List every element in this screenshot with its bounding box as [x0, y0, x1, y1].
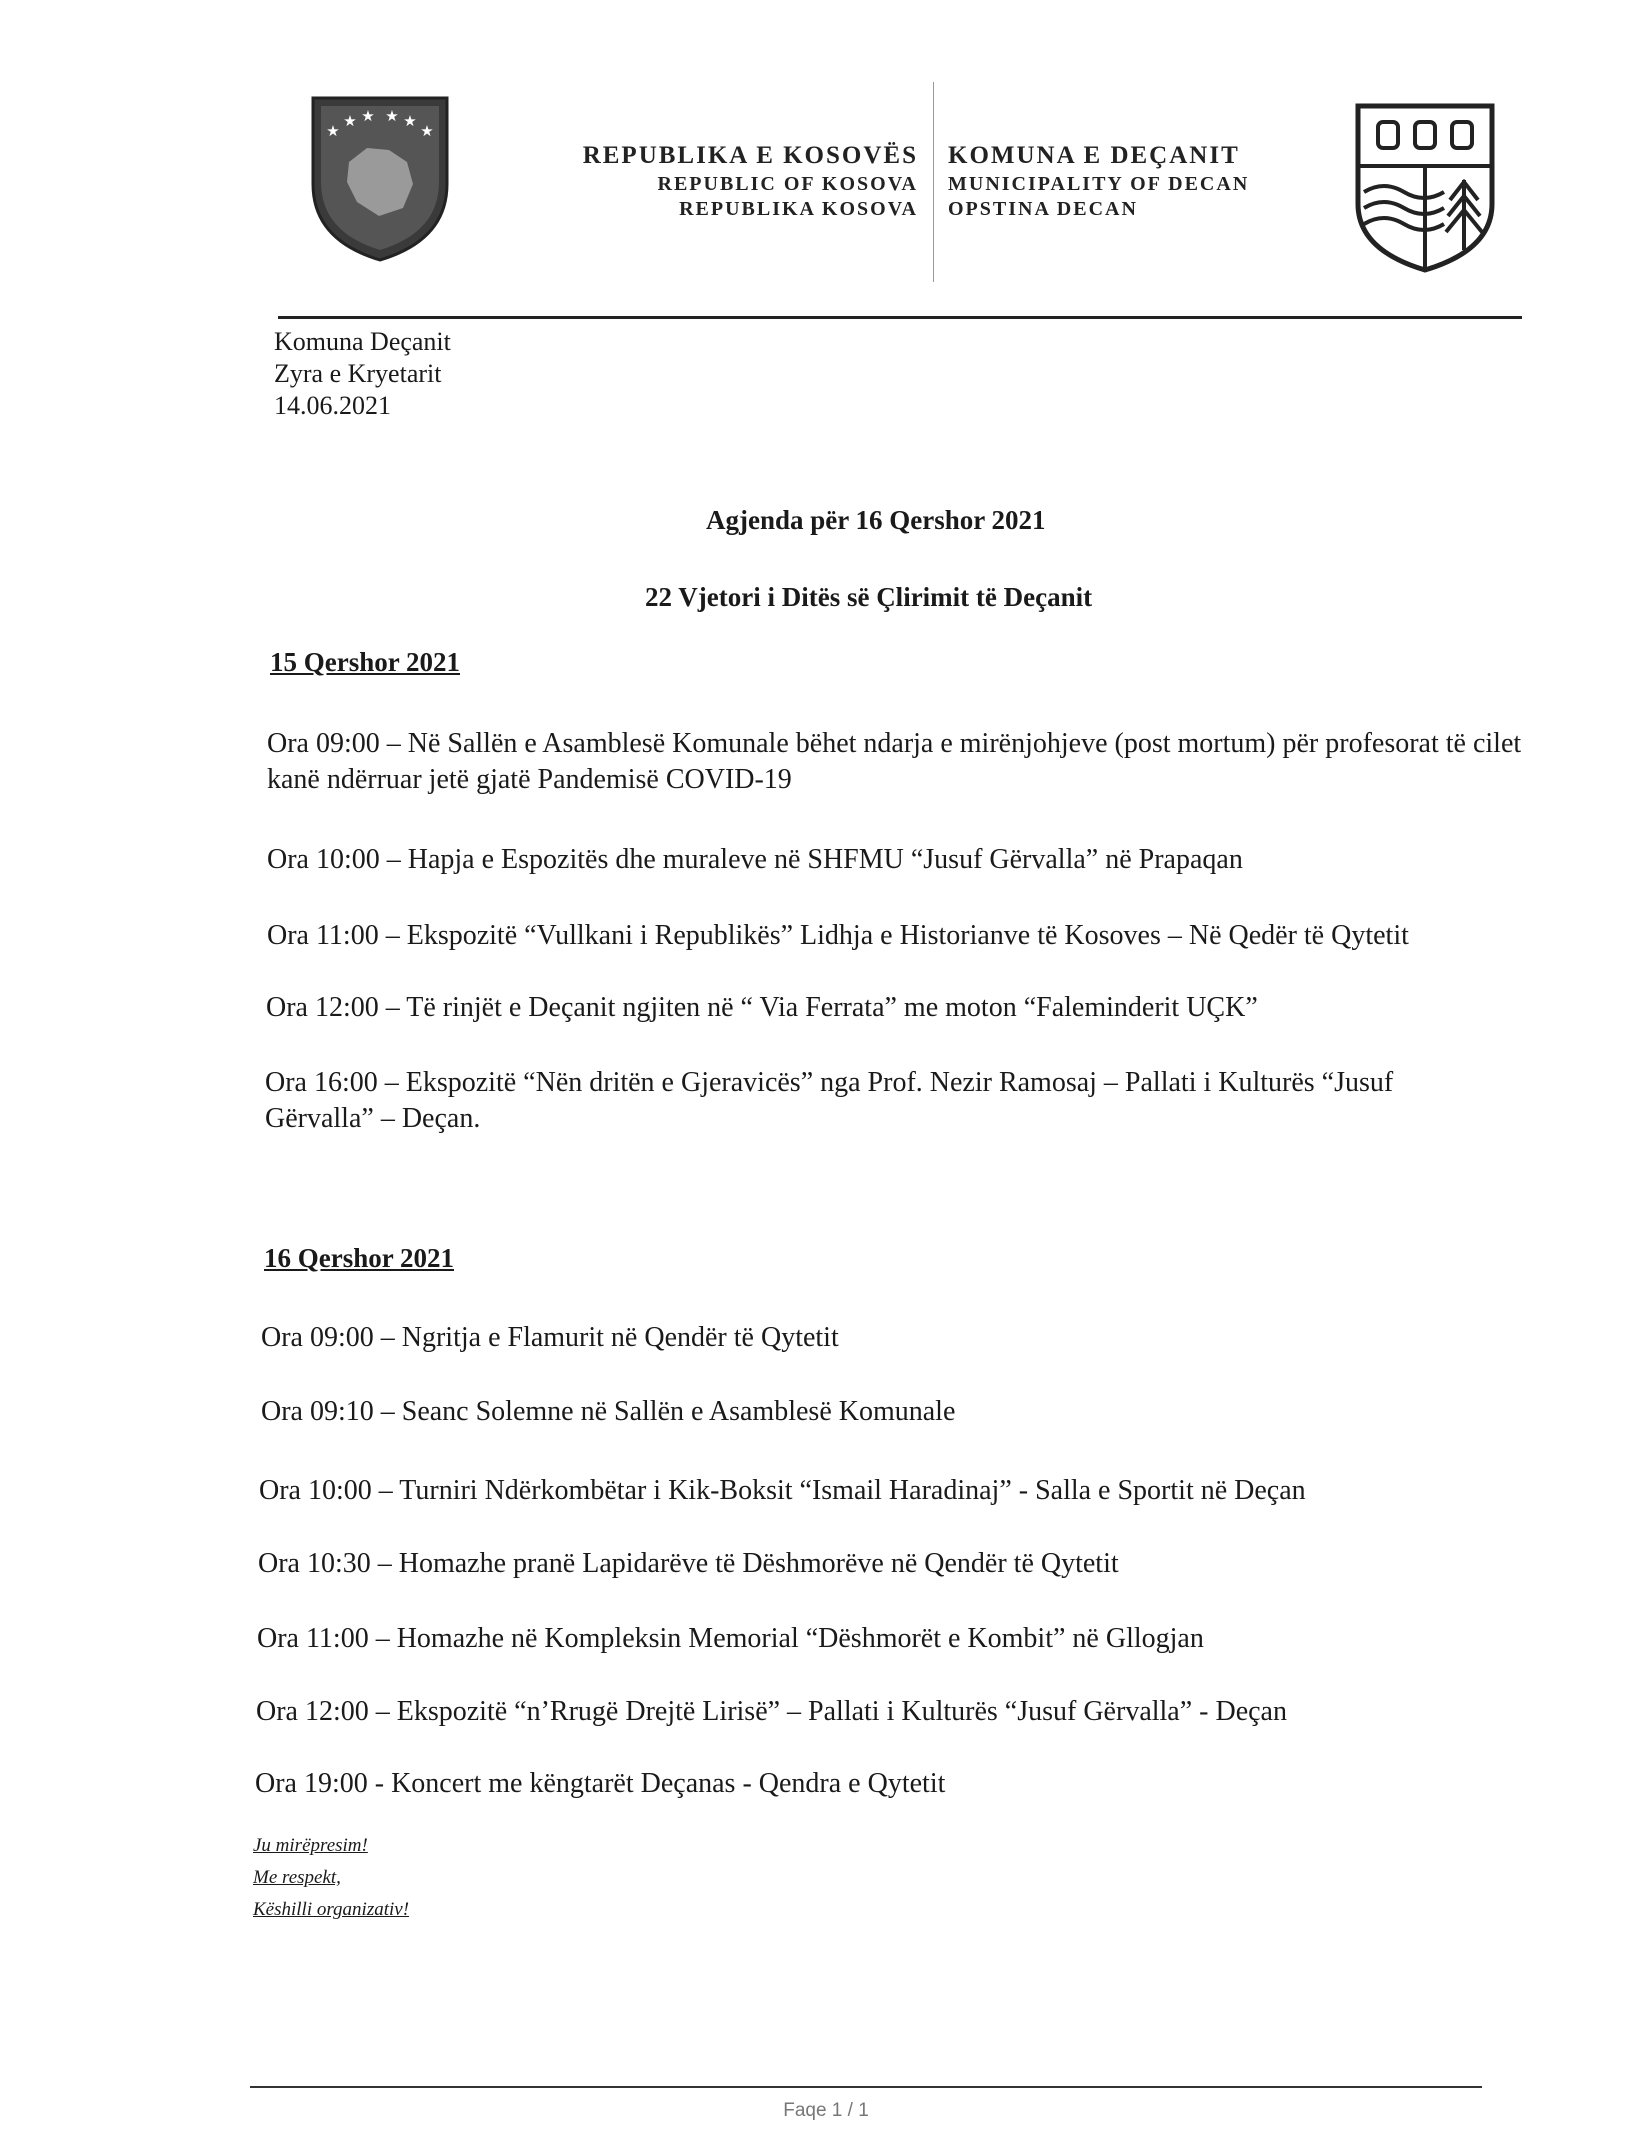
day2-item-0900: Ora 09:00 – Ngritja e Flamurit në Qendër të Qytetit — [261, 1322, 839, 1353]
sender-organization: Komuna Deçanit — [274, 327, 451, 356]
header-republic-block — [583, 140, 918, 222]
day1-item-0900: Ora 09:00 – Në Sallën e Asamblesë Komunale bëhet ndarja e mirënjohjeve (post mortum) për profesorat të cilet kanë ndërruar jetë gjatë Pandemisë COVID-19 — [267, 728, 1522, 795]
header-republic-serbian: REPUBLIKA KOSOVA — [679, 198, 918, 220]
document-subtitle: 22 Vjetori i Ditës së Çlirimit të Deçanit — [645, 582, 1093, 612]
page-number: Faqe 1 / 1 — [783, 2100, 869, 2121]
day2-item-1100: Ora 11:00 – Homazhe në Kompleksin Memorial “Dëshmorët e Kombit” në Gllogjan — [257, 1623, 1204, 1654]
document-title: Agjenda për 16 Qershor 2021 — [706, 505, 1046, 535]
header-municipality-serbian: OPSTINA DECAN — [948, 198, 1138, 220]
day2-heading: 16 Qershor 2021 — [264, 1243, 454, 1273]
day2-item-0910: Ora 09:10 – Seanc Solemne në Sallën e Asamblesë Komunale — [261, 1396, 956, 1427]
footer-rule — [250, 2086, 1482, 2088]
sender-date: 14.06.2021 — [274, 391, 391, 420]
sender-block — [274, 326, 451, 422]
day2-item-1000: Ora 10:00 – Turniri Ndërkombëtar i Kik-Boksit “Ismail Haradinaj” - Salla e Sportit në Deçan — [259, 1475, 1306, 1506]
closing-welcome: Ju mirëpresim! — [253, 1835, 368, 1856]
header-rule — [278, 316, 1522, 319]
svg-text:★: ★ — [361, 107, 375, 125]
day1-item-1200: Ora 12:00 – Të rinjët e Deçanit ngjiten në “ Via Ferrata” me moton “Faleminderit UÇK” — [266, 992, 1258, 1023]
day1-item-1000: Ora 10:00 – Hapja e Espozitës dhe muraleve në SHFMU “Jusuf Gërvalla” në Prapaqan — [267, 844, 1243, 875]
svg-text:★: ★ — [420, 122, 434, 140]
header-municipality-block — [948, 140, 1249, 222]
header-republic-english: REPUBLIC OF KOSOVA — [657, 173, 918, 195]
day2-item-1030: Ora 10:30 – Homazhe pranë Lapidarëve të Dëshmorëve në Qendër të Qytetit — [258, 1548, 1119, 1579]
svg-text:★: ★ — [326, 122, 340, 140]
day1-heading: 15 Qershor 2021 — [270, 647, 460, 677]
day2-item-1900: Ora 19:00 - Koncert me këngtarët Deçanas - Qendra e Qytetit — [255, 1768, 946, 1799]
decan-municipality-emblem — [1352, 100, 1498, 275]
day1-item-1100: Ora 11:00 – Ekspozitë “Vullkani i Republikës” Lidhja e Historianve të Kosoves – Në Qedër të Qytetit — [267, 920, 1409, 951]
day1-item-1600: Ora 16:00 – Ekspozitë “Nën dritën e Gjeravicës” nga Prof. Nezir Ramosaj – Pallati i Kulturës “Jusuf Gërvalla” – Deçan. — [265, 1067, 1394, 1134]
svg-text:★: ★ — [343, 112, 357, 130]
header-republic-albanian: REPUBLIKA E KOSOVËS — [582, 142, 918, 169]
sender-office: Zyra e Kryetarit — [274, 359, 442, 388]
closing-block — [253, 1830, 409, 1926]
svg-text:★: ★ — [403, 112, 417, 130]
closing-signature: Këshilli organizativ! — [253, 1899, 410, 1920]
day2-item-1200: Ora 12:00 – Ekspozitë “n’Rrugë Drejtë Lirisë” – Pallati i Kulturës “Jusuf Gërvalla” - Deçan — [256, 1696, 1287, 1727]
header-municipality-english: MUNICIPALITY OF DECAN — [948, 173, 1250, 195]
svg-text:★: ★ — [385, 107, 399, 125]
header-municipality-albanian: KOMUNA E DEÇANIT — [948, 142, 1240, 169]
header-divider — [933, 82, 934, 282]
kosovo-coat-of-arms — [305, 92, 455, 264]
closing-regards: Me respekt, — [253, 1867, 341, 1888]
